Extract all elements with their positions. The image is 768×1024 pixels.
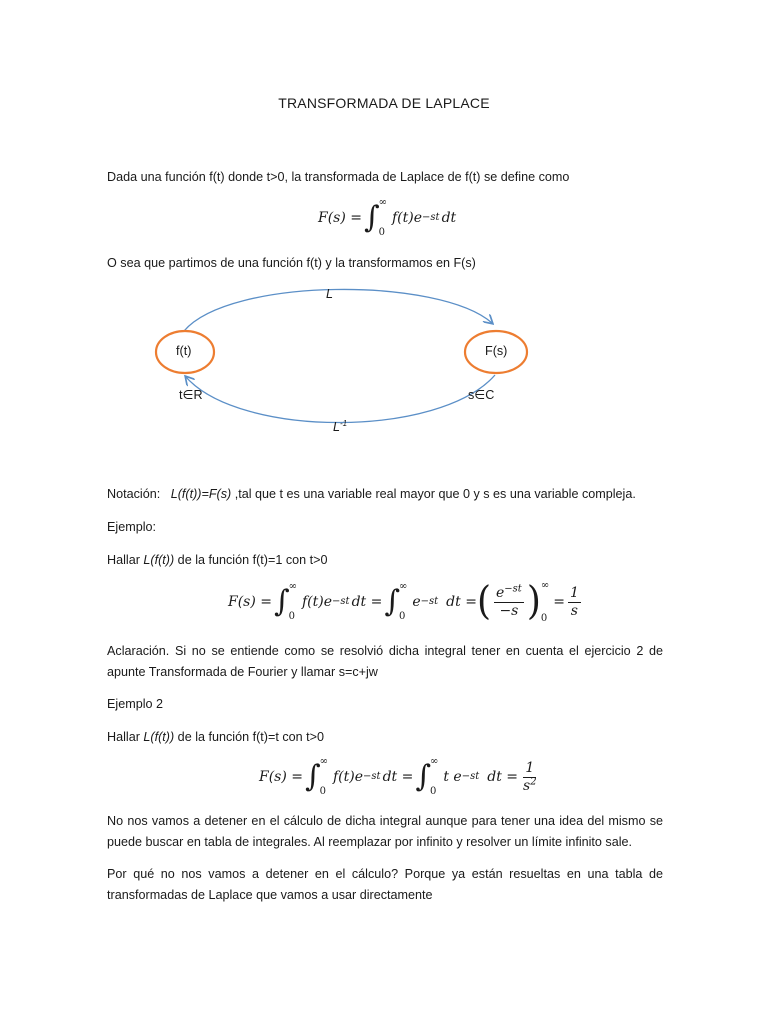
inverse-arrow [186,375,495,423]
intro-paragraph: Dada una función f(t) donde t>0, la transformada de Laplace de f(t) se define como [107,170,570,184]
forward-arrow [184,289,492,331]
laplace-definition-equation: F(s) = ∫ ∞ 0 f(t)e −st dt [318,197,457,238]
example2-expr: L(f(t)) [143,730,175,744]
map-sentence: O sea que partimos de una función f(t) y la transformamos en F(s) [107,256,476,270]
why-paragraph: Por qué no nos vamos a detener en el cálculo? Porque ya están resueltas en una tabla de transformadas de Laplace que vamos a usar directamente [107,867,663,902]
forward-arrow-label: L [326,287,334,301]
notation-paragraph [107,484,663,505]
page-title: TRANSFORMADA DE LAPLACE [278,95,490,111]
example2-statement: Hallar L(f(t)) de la función f(t)=t con t>0 [107,730,325,744]
left-domain-label: t∈R [179,388,203,402]
integral-note-paragraph: No nos vamos a detener en el cálculo de dicha integral aunque para tener una idea del mismo se puede buscar en tabla de integrales. Al reemplazar por infinito y resolver un límite infinito sale. [107,814,663,849]
definition-lhs: F(s) = [318,210,363,226]
example2-heading: Ejemplo 2 [107,697,164,711]
example1-heading: Ejemplo: [107,520,156,534]
left-node-label: f(t) [176,344,192,358]
example1-statement: Hallar L(f(t)) de la función f(t)=1 con t>0 [107,553,328,567]
example2-equation: F(s) = ∫ ∞ 0 f(t)e −st dt = ∫ ∞ 0 t e −st dt = $\frac{1}{s^2}$ [259,756,537,797]
clarification-paragraph: Aclaración. Si no se entiende como se resolvió dicha integral tener en cuenta el ejercicio 2 de apunte Transformada de Fourier y llamar s=c+jw [107,644,663,679]
notation-text: ,tal que t es una variable real mayor que 0 y s es una variable compleja. [231,487,636,501]
example1-equation: F(s) = ∫ ∞ 0 f(t)e −st dt = ∫ ∞ 0 e −st dt = ( $\frac{e^{-st}}{-s}$ ) ∞ 0 = $\frac{1}{s}$ [228,578,579,624]
definition-dt: dt [441,210,457,226]
integral-sign: ∫ ∞ 0 [364,197,387,238]
inverse-arrow-label: $L^{-1}$ [333,419,348,435]
laplace-mapping-diagram [140,283,560,438]
notation-formula: L(f(t))=F(s) [170,487,232,501]
right-domain-label: s∈C [468,388,495,402]
right-node-label: F(s) [485,344,508,358]
example1-expr: L(f(t)) [143,553,175,567]
definition-integrand: f(t)e [392,210,423,226]
notation-label: Notación: [107,487,161,501]
